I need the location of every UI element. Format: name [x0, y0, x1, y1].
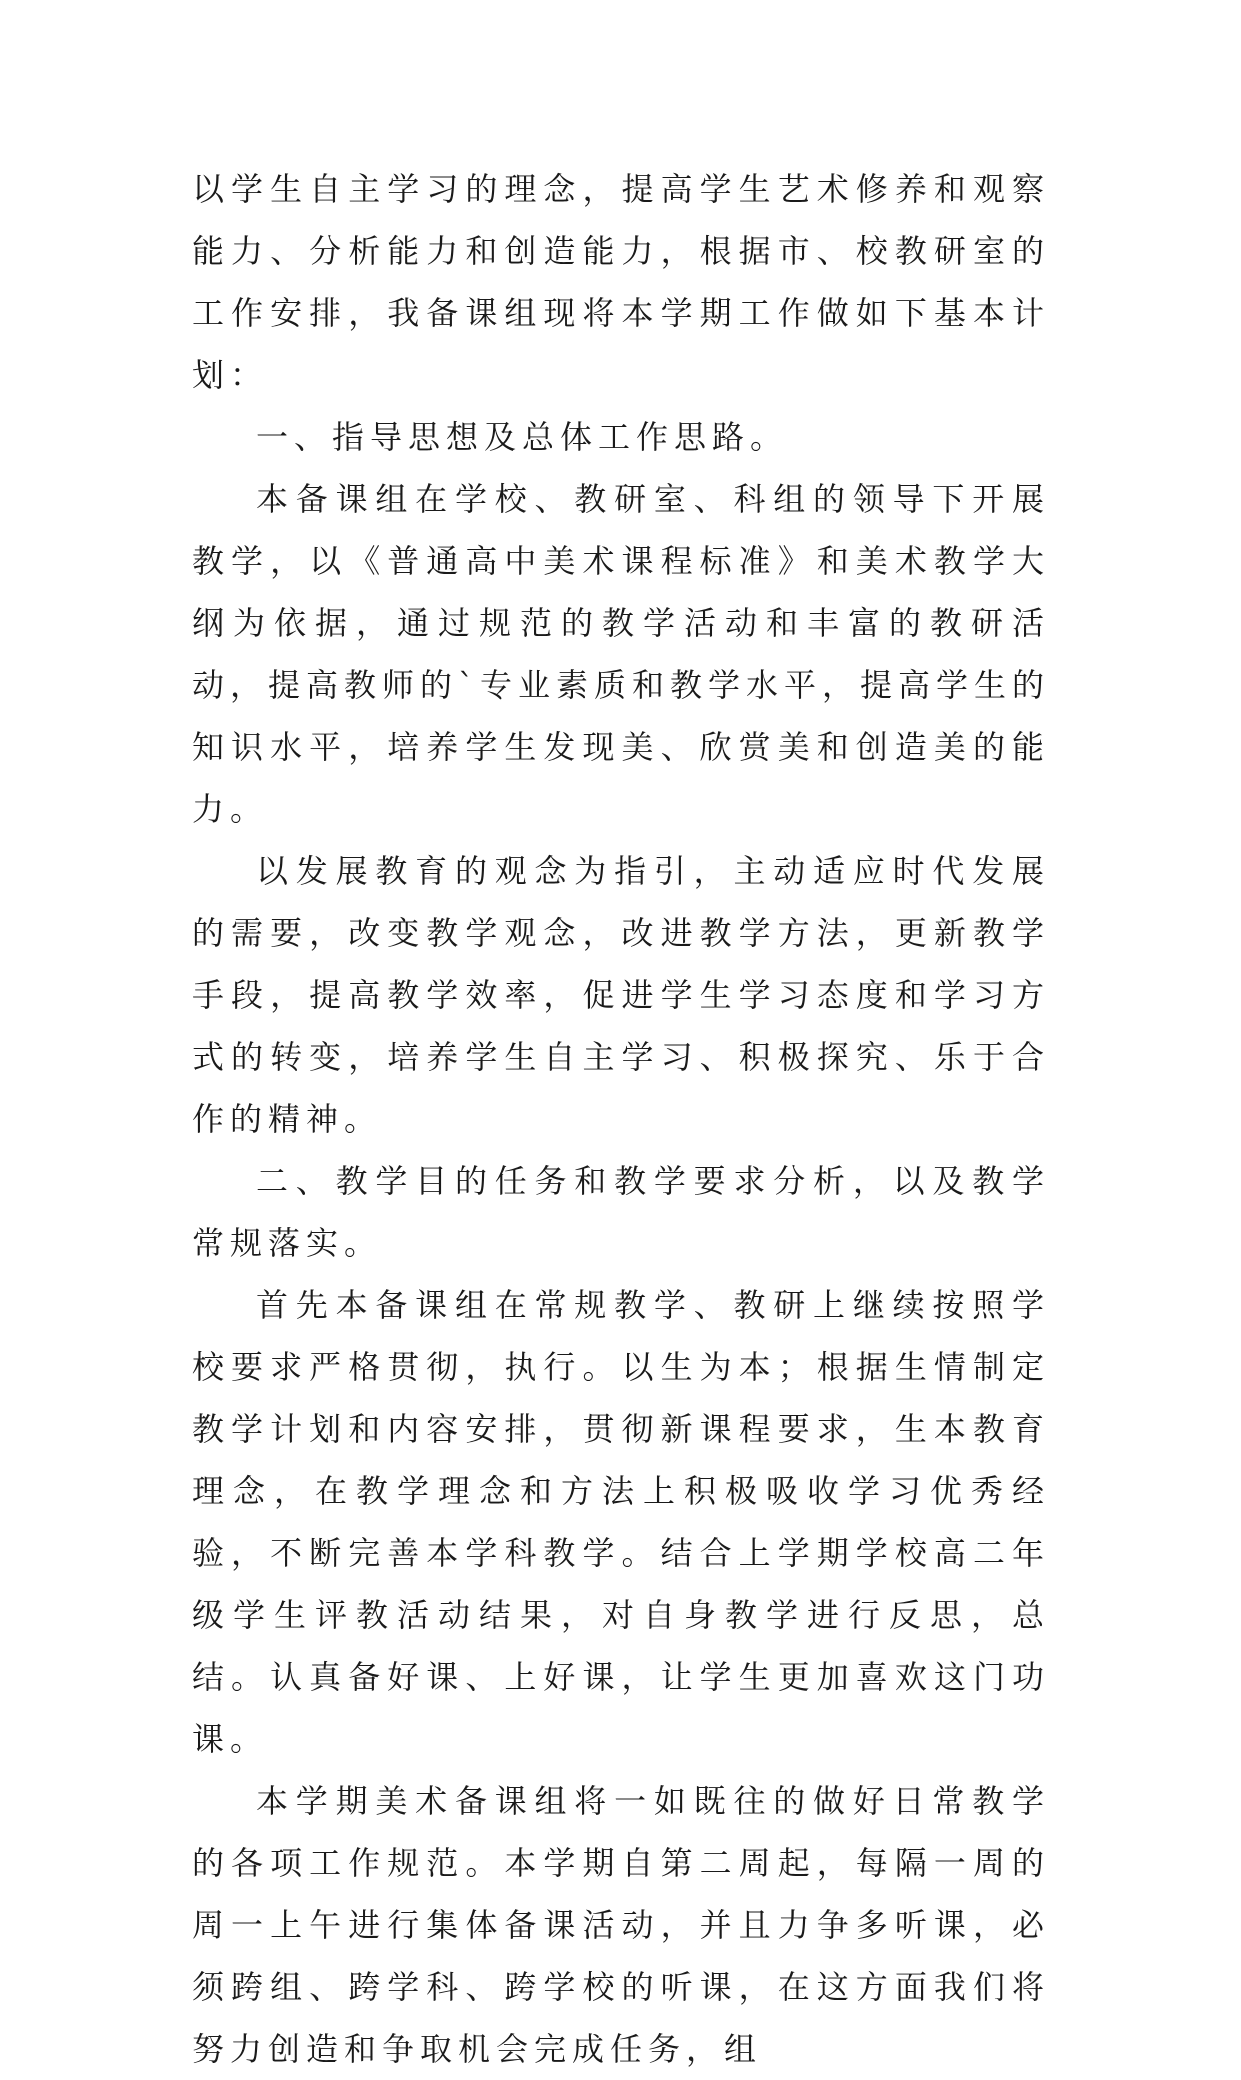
paragraph-development-concept: 以发展教育的观念为指引，主动适应时代发展的需要，改变教学观念，改进教学方法，更新教学手段，提高教学效率，促进学生学习态度和学习方式的转变，培养学生自主学习、积极探究、乐于合作的精神。: [192, 852, 1050, 1138]
paragraph-semester-plan: 本学期美术备课组将一如既往的做好日常教学的各项工作规范。本学期自第二周起，每隔一周的周一上午进行集体备课活动，并且力争多听课，必须跨组、跨学科、跨学校的听课，在这方面我们将努力创造和争取机会完成任务，组: [192, 1782, 1050, 2068]
section-heading-2: 二、教学目的任务和教学要求分析，以及教学常规落实。: [192, 1162, 1050, 1262]
document-body: [192, 158, 1050, 2080]
paragraph-routine-teaching: 首先本备课组在常规教学、教研上继续按照学校要求严格贯彻，执行。以生为本；根据生情制定教学计划和内容安排，贯彻新课程要求，生本教育理念，在教学理念和方法上积极吸收学习优秀经验，不断完善本学科教学。结合上学期学校高二年级学生评教活动结果，对自身教学进行反思，总结。认真备好课、上好课，让学生更加喜欢这门功课。: [192, 1286, 1050, 1758]
paragraph-intro: 以学生自主学习的理念，提高学生艺术修养和观察能力、分析能力和创造能力，根据市、校教研室的工作安排，我备课组现将本学期工作做如下基本计划：: [192, 170, 1050, 394]
paragraph-guiding-principles: 本备课组在学校、教研室、科组的领导下开展教学，以《普通高中美术课程标准》和美术教学大纲为依据，通过规范的教学活动和丰富的教研活动，提高教师的`专业素质和教学水平，提高学生的知识水平，培养学生发现美、欣赏美和创造美的能力。: [192, 480, 1051, 828]
section-heading-1: 一、指导思想及总体工作思路。: [256, 418, 789, 456]
